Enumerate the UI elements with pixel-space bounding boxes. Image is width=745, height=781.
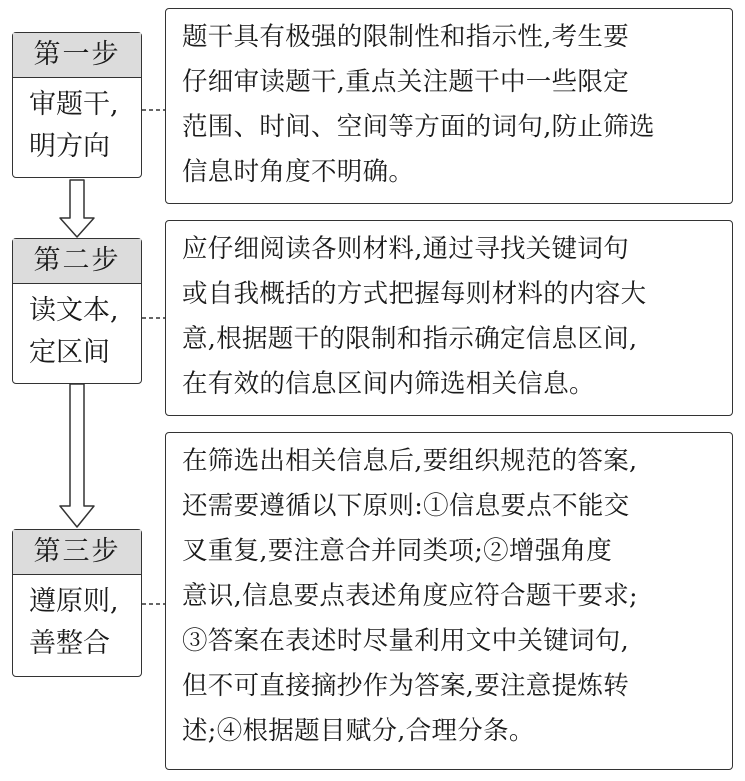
- description-line: 但不可直接摘抄作为答案,要注意提炼转: [182, 671, 630, 701]
- step-box-3: [12, 529, 142, 677]
- step-label: [13, 575, 141, 669]
- description-line: 叉重复,要注意合并同类项;②增强角度: [182, 536, 613, 566]
- description-line: 信息时角度不明确。: [182, 157, 415, 187]
- description-line: 意,根据题干的限制和指示确定信息区间,: [182, 324, 638, 354]
- down-arrow-icon: [60, 384, 94, 527]
- step-box-1: [12, 32, 142, 178]
- step-box-2: [12, 238, 142, 384]
- step-label-line: 遵原则,: [29, 586, 119, 617]
- step-label: [13, 284, 141, 378]
- description-line: 或自我概括的方式把握每则材料的内容大: [182, 279, 647, 309]
- step-title: 第三步: [13, 530, 141, 575]
- step-description-2: [165, 220, 733, 416]
- description-line: 还需要遵循以下原则:①信息要点不能交: [182, 491, 630, 521]
- description-line: 范围、时间、空间等方面的词句,防止筛选: [182, 112, 655, 142]
- step-title: 第一步: [13, 33, 141, 78]
- description-line: 题干具有极强的限制性和指示性,考生要: [182, 22, 630, 52]
- down-arrow-icon: [60, 180, 94, 237]
- step-label-line: 定区间: [29, 337, 110, 368]
- step-label-line: 善整合: [29, 628, 110, 659]
- step-description-3: [165, 432, 733, 770]
- step-description-1: [165, 8, 733, 204]
- description-line: 在筛选出相关信息后,要组织规范的答案,: [182, 446, 638, 476]
- step-label-line: 明方向: [29, 131, 110, 162]
- step-label: [13, 78, 141, 172]
- description-line: 应仔细阅读各则材料,通过寻找关键词句: [182, 234, 630, 264]
- step-label-line: 读文本,: [29, 295, 119, 326]
- step-label-line: 审题干,: [29, 89, 119, 120]
- description-line: ③答案在表述时尽量利用文中关键词句,: [182, 626, 630, 656]
- step-title: 第二步: [13, 239, 141, 284]
- description-line: 仔细审读题干,重点关注题干中一些限定: [182, 67, 630, 97]
- description-line: 在有效的信息区间内筛选相关信息。: [182, 369, 595, 399]
- description-line: 意识,信息要点表述角度应符合题干要求;: [182, 581, 638, 611]
- description-line: 述;④根据题目赋分,合理分条。: [182, 716, 535, 746]
